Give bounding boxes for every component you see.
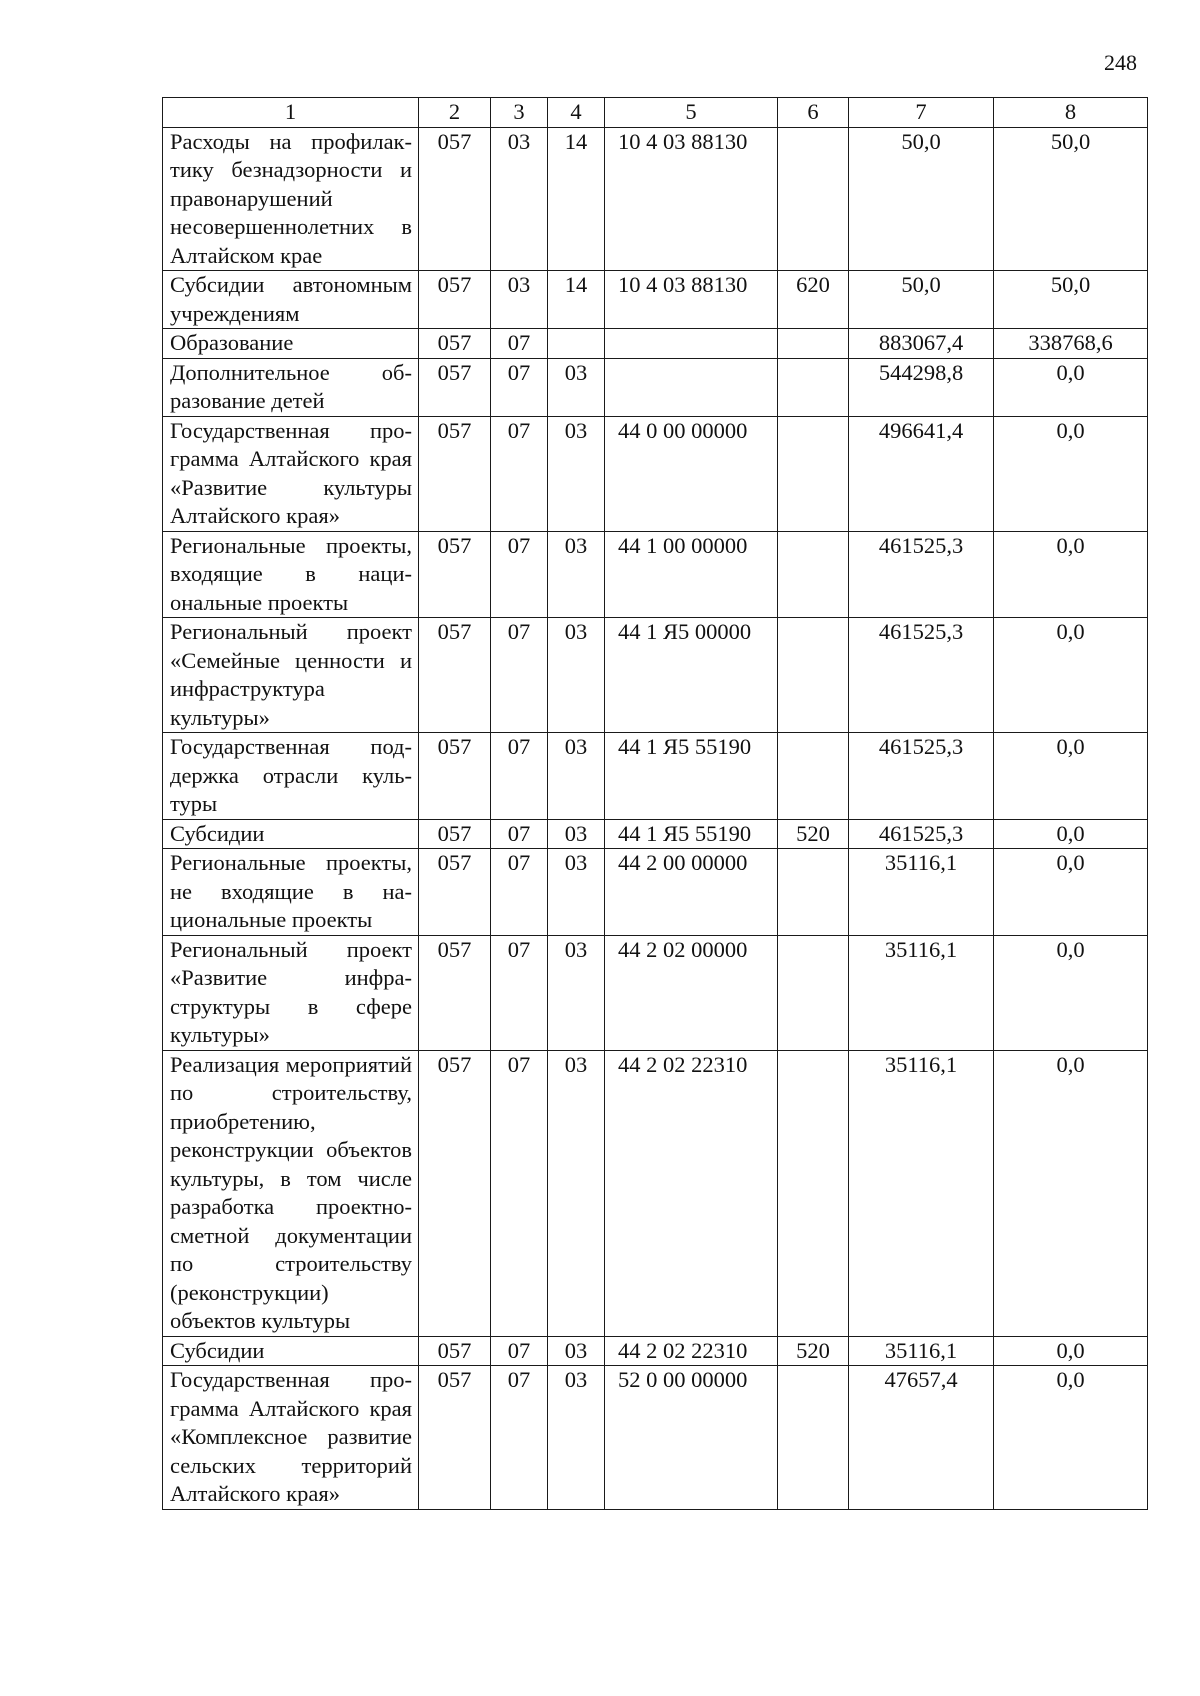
target-article-cell: 52 0 00 00000	[605, 1366, 778, 1510]
amount-cell: 50,0	[994, 127, 1148, 271]
expense-name-cell: Государственная поддержка отрасли культуры	[163, 733, 419, 820]
expense-type-cell	[778, 358, 849, 416]
expense-name-cell: Расходы на профилактику безнадзорности и правонарушений несовершеннолетних в Алтайском крае	[163, 127, 419, 271]
column-header: 6	[778, 98, 849, 128]
expense-name-cell: Реализация мероприятий по строительству, приобретению, реконструкции объектов культуры, в том числе разработка проектно-сметной документации по строительству (реконструкции) объектов культуры	[163, 1050, 419, 1336]
amount-cell: 35116,1	[849, 1336, 994, 1366]
subsection-code-cell: 03	[548, 733, 605, 820]
amount-cell: 50,0	[849, 271, 994, 329]
subsection-code-cell: 03	[548, 618, 605, 733]
section-code-cell: 07	[491, 935, 548, 1050]
amount-cell: 544298,8	[849, 358, 994, 416]
expense-type-cell: 520	[778, 1336, 849, 1366]
header-row	[163, 98, 1148, 128]
amount-cell: 50,0	[849, 127, 994, 271]
amount-cell: 461525,3	[849, 819, 994, 849]
table-body	[163, 127, 1148, 1509]
subsection-code-cell: 03	[548, 1336, 605, 1366]
target-article-cell	[605, 358, 778, 416]
section-code-cell: 07	[491, 531, 548, 618]
table-header	[163, 98, 1148, 128]
ministry-code-cell: 057	[419, 1050, 491, 1336]
amount-cell: 0,0	[994, 1336, 1148, 1366]
amount-cell: 0,0	[994, 416, 1148, 531]
table-row	[163, 531, 1148, 618]
expense-name-cell: Региональный проект «Развитие инфраструктуры в сфере культуры»	[163, 935, 419, 1050]
page-number: 248	[1104, 50, 1137, 75]
expense-name-cell: Дополнительное образование детей	[163, 358, 419, 416]
expense-type-cell	[778, 416, 849, 531]
expense-type-cell	[778, 531, 849, 618]
expense-type-cell	[778, 618, 849, 733]
column-header: 4	[548, 98, 605, 128]
expense-type-cell	[778, 1050, 849, 1336]
target-article-cell: 44 2 02 22310	[605, 1050, 778, 1336]
ministry-code-cell: 057	[419, 849, 491, 936]
section-code-cell: 07	[491, 416, 548, 531]
amount-cell: 0,0	[994, 819, 1148, 849]
amount-cell: 50,0	[994, 271, 1148, 329]
budget-table	[162, 97, 1148, 1510]
table-row	[163, 127, 1148, 271]
section-code-cell: 07	[491, 819, 548, 849]
expense-name-cell: Субсидии	[163, 1336, 419, 1366]
subsection-code-cell: 03	[548, 531, 605, 618]
subsection-code-cell: 03	[548, 1366, 605, 1510]
expense-name-cell: Государственная программа Алтайского края «Развитие культуры Алтайского края»	[163, 416, 419, 531]
amount-cell: 0,0	[994, 1366, 1148, 1510]
target-article-cell: 44 1 00 00000	[605, 531, 778, 618]
expense-name-cell: Субсидии	[163, 819, 419, 849]
section-code-cell: 07	[491, 618, 548, 733]
table-row	[163, 1336, 1148, 1366]
amount-cell: 0,0	[994, 531, 1148, 618]
section-code-cell: 03	[491, 271, 548, 329]
section-code-cell: 07	[491, 849, 548, 936]
ministry-code-cell: 057	[419, 618, 491, 733]
table-row	[163, 1366, 1148, 1510]
expense-type-cell	[778, 1366, 849, 1510]
target-article-cell: 44 1 Я5 55190	[605, 819, 778, 849]
subsection-code-cell: 03	[548, 1050, 605, 1336]
expense-type-cell	[778, 127, 849, 271]
subsection-code-cell: 03	[548, 416, 605, 531]
expense-name-cell: Региональный проект «Семейные ценности и инфраструктура культуры»	[163, 618, 419, 733]
subsection-code-cell: 03	[548, 849, 605, 936]
section-code-cell: 07	[491, 733, 548, 820]
amount-cell: 461525,3	[849, 618, 994, 733]
section-code-cell: 07	[491, 329, 548, 359]
column-header: 7	[849, 98, 994, 128]
table-row	[163, 329, 1148, 359]
amount-cell: 0,0	[994, 618, 1148, 733]
section-code-cell: 07	[491, 1336, 548, 1366]
target-article-cell: 10 4 03 88130	[605, 127, 778, 271]
amount-cell: 496641,4	[849, 416, 994, 531]
expense-name-cell: Государственная программа Алтайского края «Комплексное развитие сельских территорий Алтайского края»	[163, 1366, 419, 1510]
amount-cell: 0,0	[994, 358, 1148, 416]
expense-type-cell: 520	[778, 819, 849, 849]
expense-type-cell	[778, 935, 849, 1050]
section-code-cell: 07	[491, 1050, 548, 1336]
ministry-code-cell: 057	[419, 733, 491, 820]
amount-cell: 35116,1	[849, 935, 994, 1050]
amount-cell: 35116,1	[849, 849, 994, 936]
column-header: 1	[163, 98, 419, 128]
table-row	[163, 1050, 1148, 1336]
target-article-cell: 10 4 03 88130	[605, 271, 778, 329]
subsection-code-cell: 14	[548, 127, 605, 271]
ministry-code-cell: 057	[419, 271, 491, 329]
target-article-cell: 44 1 Я5 00000	[605, 618, 778, 733]
expense-type-cell	[778, 329, 849, 359]
ministry-code-cell: 057	[419, 935, 491, 1050]
ministry-code-cell: 057	[419, 1366, 491, 1510]
expense-name-cell: Региональные проекты, не входящие в национальные проекты	[163, 849, 419, 936]
amount-cell: 0,0	[994, 1050, 1148, 1336]
table-row	[163, 935, 1148, 1050]
amount-cell: 338768,6	[994, 329, 1148, 359]
expense-name-cell: Образование	[163, 329, 419, 359]
amount-cell: 0,0	[994, 935, 1148, 1050]
expense-type-cell	[778, 849, 849, 936]
expense-type-cell	[778, 733, 849, 820]
expense-name-cell: Региональные проекты, входящие в национальные проекты	[163, 531, 419, 618]
subsection-code-cell: 03	[548, 819, 605, 849]
subsection-code-cell	[548, 329, 605, 359]
target-article-cell: 44 2 02 22310	[605, 1336, 778, 1366]
amount-cell: 461525,3	[849, 531, 994, 618]
column-header: 8	[994, 98, 1148, 128]
section-code-cell: 07	[491, 1366, 548, 1510]
ministry-code-cell: 057	[419, 127, 491, 271]
section-code-cell: 03	[491, 127, 548, 271]
amount-cell: 0,0	[994, 849, 1148, 936]
target-article-cell: 44 1 Я5 55190	[605, 733, 778, 820]
section-code-cell: 07	[491, 358, 548, 416]
column-header: 5	[605, 98, 778, 128]
column-header: 2	[419, 98, 491, 128]
subsection-code-cell: 03	[548, 935, 605, 1050]
amount-cell: 35116,1	[849, 1050, 994, 1336]
ministry-code-cell: 057	[419, 358, 491, 416]
subsection-code-cell: 14	[548, 271, 605, 329]
amount-cell: 461525,3	[849, 733, 994, 820]
ministry-code-cell: 057	[419, 531, 491, 618]
target-article-cell: 44 0 00 00000	[605, 416, 778, 531]
expense-type-cell: 620	[778, 271, 849, 329]
target-article-cell: 44 2 02 00000	[605, 935, 778, 1050]
table-row	[163, 271, 1148, 329]
amount-cell: 47657,4	[849, 1366, 994, 1510]
table-row	[163, 819, 1148, 849]
table-row	[163, 416, 1148, 531]
ministry-code-cell: 057	[419, 1336, 491, 1366]
amount-cell: 0,0	[994, 733, 1148, 820]
table-row	[163, 618, 1148, 733]
column-header: 3	[491, 98, 548, 128]
table-row	[163, 733, 1148, 820]
target-article-cell: 44 2 00 00000	[605, 849, 778, 936]
table-row	[163, 849, 1148, 936]
table-row	[163, 358, 1148, 416]
amount-cell: 883067,4	[849, 329, 994, 359]
ministry-code-cell: 057	[419, 819, 491, 849]
target-article-cell	[605, 329, 778, 359]
subsection-code-cell: 03	[548, 358, 605, 416]
ministry-code-cell: 057	[419, 416, 491, 531]
expense-name-cell: Субсидии автономным учреждениям	[163, 271, 419, 329]
ministry-code-cell: 057	[419, 329, 491, 359]
